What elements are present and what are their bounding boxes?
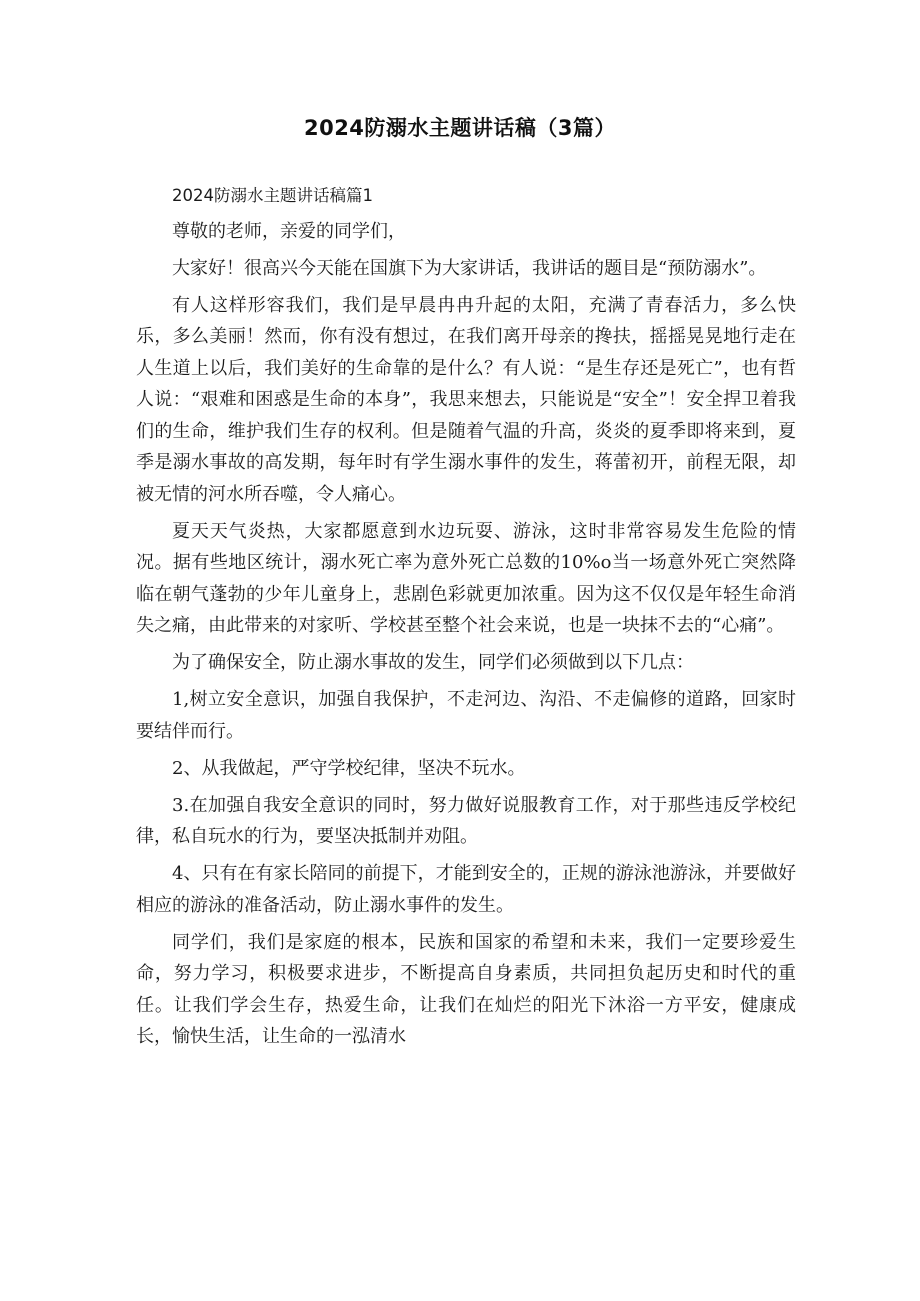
paragraph-closing: 同学们，我们是家庭的根本，民族和国家的希望和未来，我们一定要珍爱生命，努力学习，积极要求进步，不断提高自身素质，共同担负起历史和时代的重任。让我们学会生存，热爱生命，让我们在灿烂的阳光下沐浴一方平安，健康成长，愉快生活，让生命的一泓清水 xyxy=(136,931,796,1047)
section-heading: 2024防溺水主题讲话稿篇1 xyxy=(172,186,373,205)
paragraph-summer-danger: 夏天天气炎热，大家都愿意到水边玩耍、游泳，这时非常容易发生危险的情况。据有些地区统计，溺水死亡率为意外死亡总数的10%o当一场意外死亡突然降临在朝气蓬勃的少年儿童身上，悲剧色彩就更加浓重。因为这不仅仅是年轻生命消失之痛，由此带来的对家听、学校甚至整个社会来说，也是一块抹不去的“心痛”。 xyxy=(136,520,796,636)
paragraph-rule-1: 1,树立安全意识，加强自我保护，不走河边、沟沿、不走偏修的道路，回家时要结伴而行。 xyxy=(136,689,796,742)
paragraph-rule-2: 2、从我做起，严守学校纪律，坚决不玩水。 xyxy=(172,757,526,779)
paragraph-rule-4: 4、只有在有家长陪同的前提下，才能到安全的，正规的游泳池游泳，并要做好相应的游泳的准备活动，防止溺水事件的发生。 xyxy=(136,863,796,916)
paragraph-life-safety: 有人这样形容我们，我们是早晨冉冉升起的太阳，充满了青春活力，多么快乐，多么美丽！然而，你有没有想过，在我们离开母亲的搀扶，摇摇晃晃地行走在人生道上以后，我们美好的生命靠的是什么？有人说：“是生存还是死亡”，也有哲人说：“艰难和困惑是生命的本身”，我思来想去，只能说是“安全”！安全捍卫着我们的生命，维护我们生存的权利。但是随着气温的升高，炎炎的夏季即将来到，夏季是溺水事故的高发期，每年时有学生溺水事件的发生，蒋蕾初开，前程无限，却被无情的河水所吞噬，令人痛心。 xyxy=(136,294,796,505)
paragraph-salutation: 尊敬的老师，亲爱的同学们， xyxy=(172,220,406,242)
document-title: 2024防溺水主题讲话稿（3篇） xyxy=(303,116,617,140)
paragraph-rules-intro: 为了确保安全，防止溺水事故的发生，同学们必须做到以下几点： xyxy=(172,652,694,673)
document-body xyxy=(136,180,796,1058)
paragraph-greeting: 大家好！很高兴今天能在国旗下为大家讲话，我讲话的题目是“预防溺水”。 xyxy=(172,257,767,279)
paragraph-rule-3: 3.在加强自我安全意识的同时，努力做好说服教育工作，对于那些违反学校纪律，私自玩水的行为，要坚决抵制并劝阻。 xyxy=(136,794,796,847)
